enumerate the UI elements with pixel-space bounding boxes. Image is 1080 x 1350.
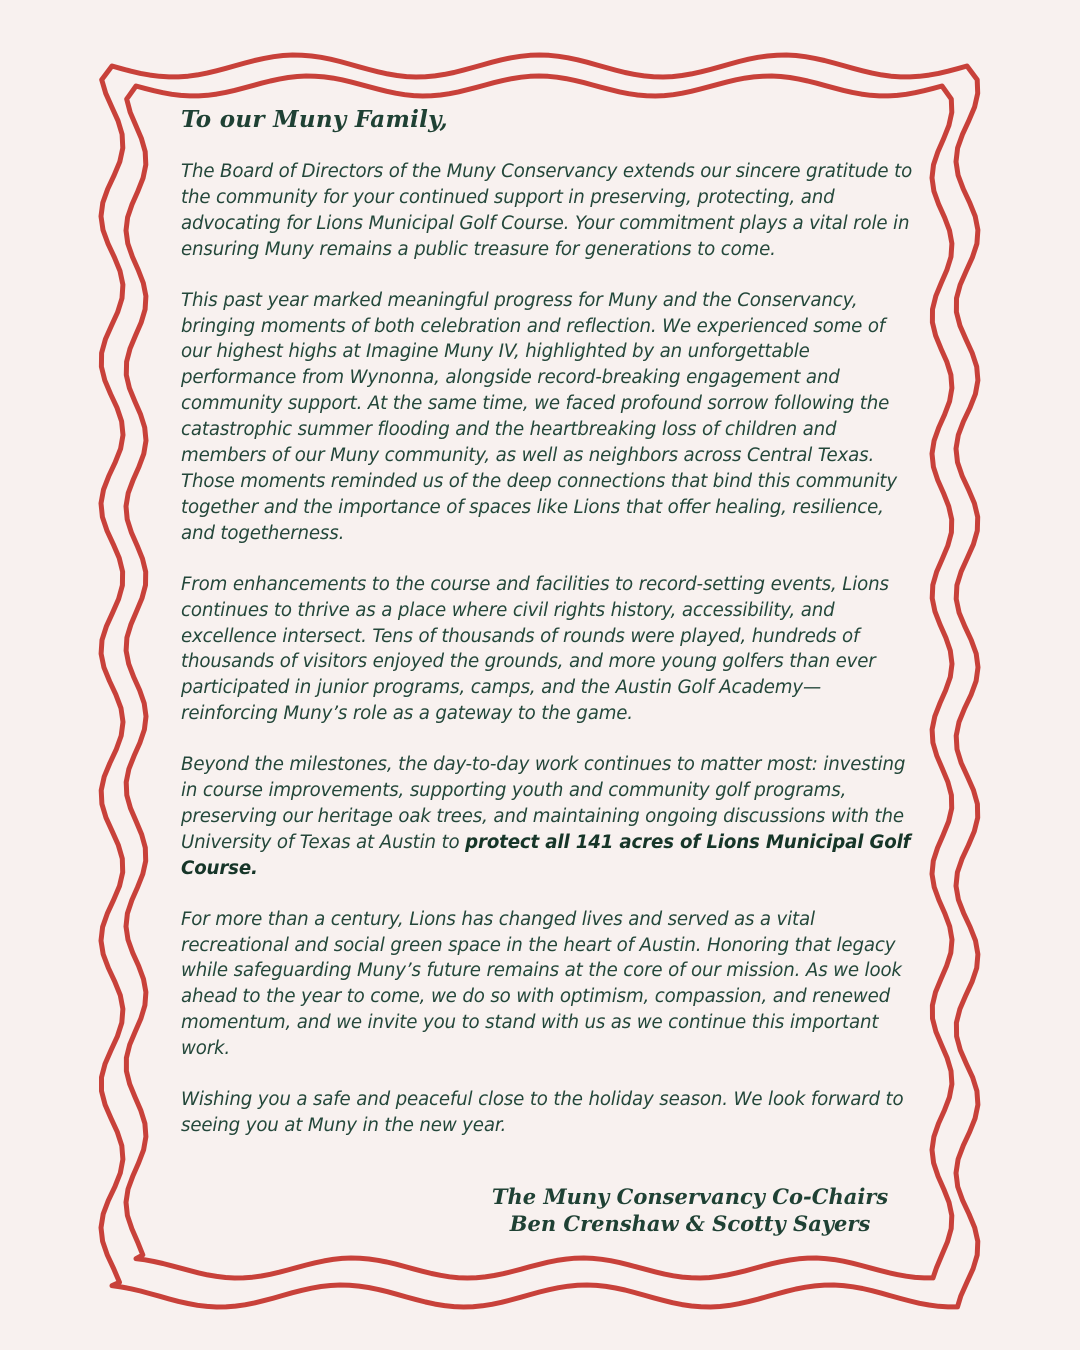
- paragraph-mission: For more than a century, Lions has changed lives and served as a vital recreational and social green space in the heart of Austin. Honoring that legacy while safeguarding Muny’s future remains at the core of our mission. As we look ahead to the year to come, we do so with optimism, compassion, and renewed momentum, and we invite you to stand with us as we continue this important work.: [181, 908, 902, 1060]
- paragraph-course-thrives: From enhancements to the course and facilities to record-setting events, Lions continues to thrive as a place where civil rights history, accessibility, and excellence intersect. Tens of thousands of rounds were played, hundreds of thousands of visitors enjoyed the grounds, and more young golfers than ever participated in junior programs, camps, and the Austin Golf Academy—reinforcing Muny’s role as a gateway to the game.: [181, 573, 889, 725]
- protect-acres-emphasis: protect all 141 acres of Lions Municipal Golf Course.: [181, 831, 911, 879]
- paragraph-year-review: This past year marked meaningful progress for Muny and the Conservancy, bringing moments of both celebration and reflection. We experienced some of our highest highs at Imagine Muny IV, highlighted by an unforgettable performance from Wynonna, alongside record-breaking engagement and community support. At the same time, we faced profound sorrow following the catastrophic summer flooding and the heartbreaking loss of children and members of our Muny community, as well as neighbors across Central Texas. Those moments reminded us of the deep connections that bind this community together and the importance of spaces like Lions that offer healing, resilience, and togetherness.: [181, 289, 897, 544]
- signature-block: [440, 1183, 940, 1237]
- signature-names: Ben Crenshaw & Scotty Sayers: [509, 1211, 871, 1236]
- salutation: To our Muny Family,: [181, 106, 448, 133]
- signature-title: The Muny Conservancy Co-Chairs: [491, 1184, 889, 1209]
- letter-body: [181, 100, 916, 1164]
- paragraph-holiday-wishes: Wishing you a safe and peaceful close to the holiday season. We look forward to seeing you at Muny in the new year.: [181, 1089, 904, 1136]
- paragraph-gratitude: The Board of Directors of the Muny Conservancy extends our sincere gratitude to the community for your continued support in preserving, protecting, and advocating for Lions Municipal Golf Course. Your commitment plays a vital role in ensuring Muny remains a public treasure for generations to come.: [181, 161, 913, 260]
- paragraph-day-to-day: [181, 752, 916, 882]
- paragraph-day-to-day-text: Beyond the milestones, the day-to-day work continues to matter most: investing in course improvements, supporting youth and community golf programs, preserving our heritage oak trees, and maintaining ongoing discussions with the University of Texas at Austin to: [181, 754, 906, 853]
